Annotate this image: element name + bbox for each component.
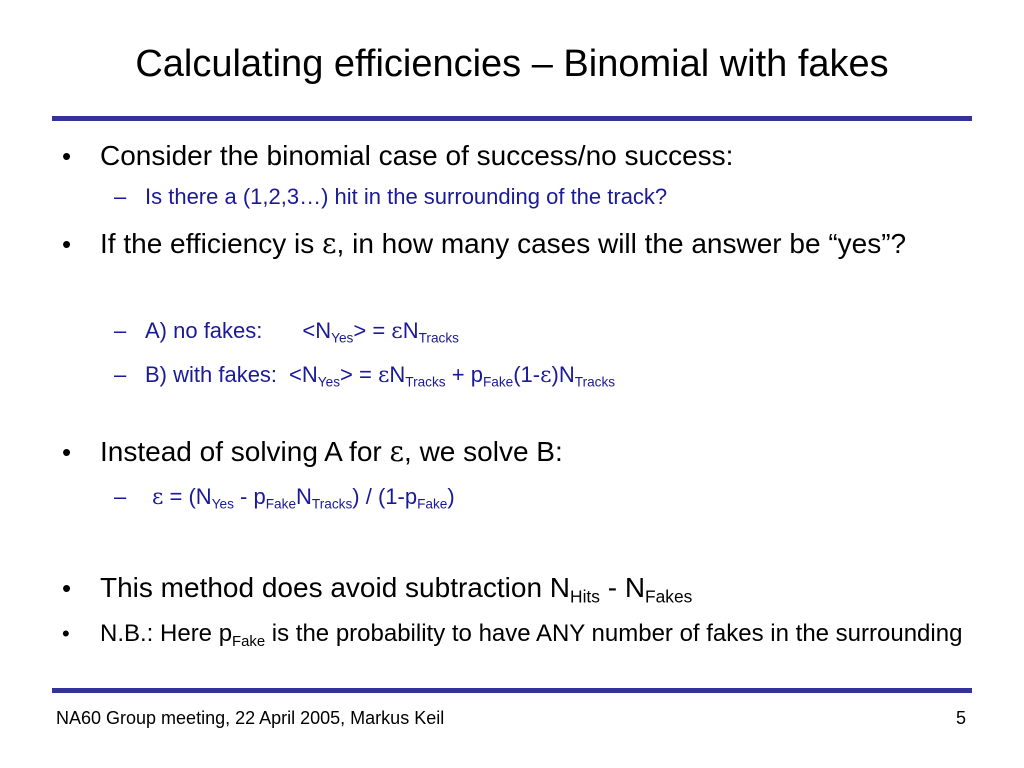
formula-b-sub-tracks2: Tracks [574,374,616,390]
epsilon-symbol: ε [377,363,390,388]
bullet-3-text-post: , we solve B: [404,436,563,467]
formula-c-sub-yes: Yes [211,496,234,512]
formula-b-label: B) with fakes: [145,362,278,387]
formula-b-plus: + p [445,362,483,387]
formula-c-end: ) [447,484,455,509]
epsilon-symbol: ε [322,227,337,260]
bullet-4-sub-fakes: Fakes [645,586,693,607]
formula-c-div: ) / (1-p [352,484,418,509]
formula-c-sub-fake: Fake [265,496,297,512]
bullet-2-text-pre: If the efficiency is [100,228,323,259]
formula-a-n: N [402,318,419,343]
formula-b-lt: <N [289,362,318,387]
bullet-1-sub-text: Is there a (1,2,3…) hit in the surrounding of the track? [145,184,668,209]
formula-b [145,360,964,391]
formula-b-gt: > = [340,362,378,387]
slide-title: Calculating efficiencies – Binomial with fakes [135,43,889,85]
formula-b-n: N [389,362,406,387]
bullet-1-text: Consider the binomial case of success/no success: [100,140,734,171]
bullet-marker: • [62,141,72,171]
formula-b-close: )N [551,362,575,387]
dash-marker: – [114,362,127,387]
bullet-marker: • [62,229,72,259]
bullet-5-text [100,620,964,648]
bullet-4-text [100,568,964,608]
bullet-3-text-pre: Instead of solving A for [100,436,390,467]
bullet-4-sub-hits: Hits [570,586,600,607]
bullet-5-text-post: is the probability to have ANY number of fakes in the surrounding [265,620,963,647]
formula-c-sub-tracks: Tracks [311,496,353,512]
bullet-3-text [100,432,964,472]
dash-marker: – [114,318,127,343]
bullet-marker: • [62,573,72,603]
bullet-4-text-mid: - N [599,572,646,603]
formula-c [152,482,964,513]
epsilon-symbol: ε [540,363,552,388]
bullet-marker: • [62,437,72,467]
footer-divider [52,688,972,693]
epsilon-symbol: ε [152,485,164,510]
footer-text: NA60 Group meeting, 22 April 2005, Markus Keil [56,708,445,728]
formula-b-sub-yes: Yes [317,374,341,390]
formula-c-sub-fake2: Fake [417,496,448,512]
dash-marker: – [114,184,127,209]
bullet-marker: • [62,621,70,646]
page-number: 5 [955,708,966,728]
formula-a [145,316,964,347]
bullet-4-text-pre: This method does avoid subtraction N [100,572,571,603]
formula-a-sub-tracks: Tracks [418,330,459,346]
formula-b-open: (1- [513,362,541,387]
formula-a-gt: > = [353,318,392,343]
formula-c-minus: - p [233,484,266,509]
dash-marker: – [114,484,127,509]
formula-b-sub-tracks: Tracks [405,374,446,390]
formula-c-eq: = (N [163,484,212,509]
epsilon-symbol: ε [389,435,405,468]
formula-c-n: N [296,484,312,509]
bullet-5-sub-fake: Fake [232,633,266,650]
formula-a-label: A) no fakes: [145,318,263,343]
formula-b-sub-fake: Fake [482,374,514,390]
formula-a-lt: <N [302,318,332,343]
bullet-5-text-pre: N.B.: Here p [100,620,233,647]
bullet-2-text [100,224,964,264]
epsilon-symbol: ε [391,319,403,344]
bullet-2-text-post: , in how many cases will the answer be “yes”? [336,228,907,259]
formula-a-sub-yes: Yes [331,330,354,346]
